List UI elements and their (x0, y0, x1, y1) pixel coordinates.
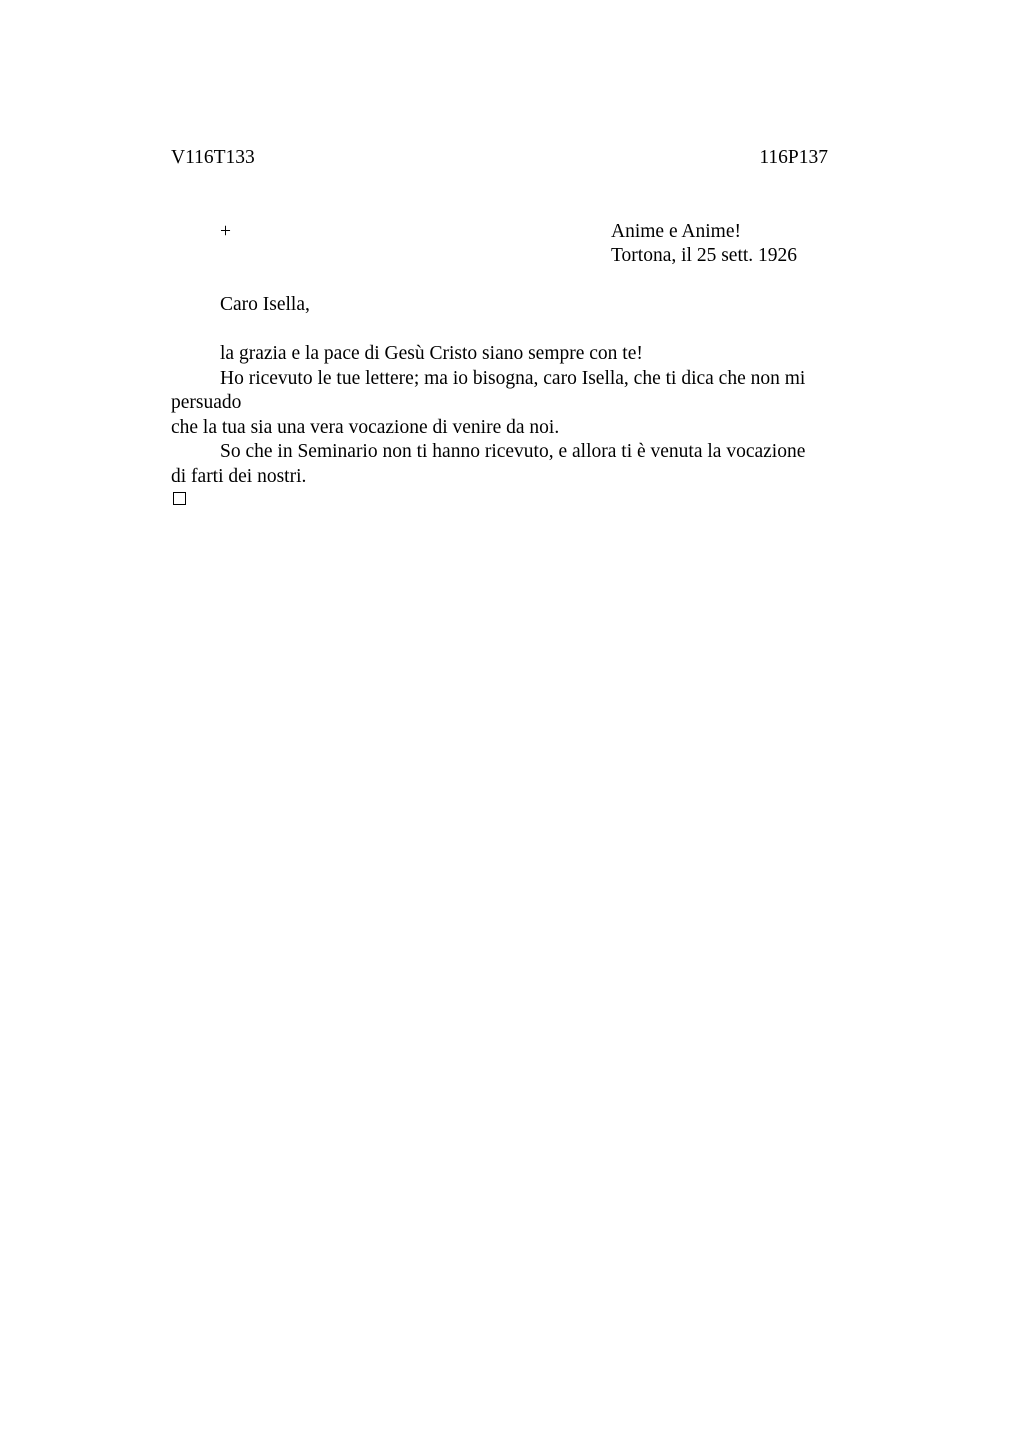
cross-symbol: + (220, 221, 231, 242)
letter-line: persuado (171, 392, 242, 413)
empty-square-icon (173, 492, 186, 505)
letter-line: Ho ricevuto le tue lettere; ma io bisogna, caro Isella, che ti dica che non mi (220, 367, 806, 389)
letter-line: So che in Seminario non ti hanno ricevuto, e allora ti è venuta la vocazione (220, 441, 806, 462)
letter-salutation: Caro Isella, (220, 294, 310, 315)
letter-line: la grazia e la pace di Gesù Cristo siano sempre con te! (220, 343, 643, 364)
document-reference-right: 116P137 (759, 147, 828, 168)
letter-line: di farti dei nostri. (171, 465, 307, 487)
letter-body (171, 342, 831, 489)
letter-motto: Anime e Anime! (611, 221, 741, 242)
document-reference-left: V116T133 (171, 147, 255, 168)
letter-line: che la tua sia una vera vocazione di venire da noi. (171, 416, 560, 438)
letter-place-date: Tortona, il 25 sett. 1926 (611, 245, 798, 266)
